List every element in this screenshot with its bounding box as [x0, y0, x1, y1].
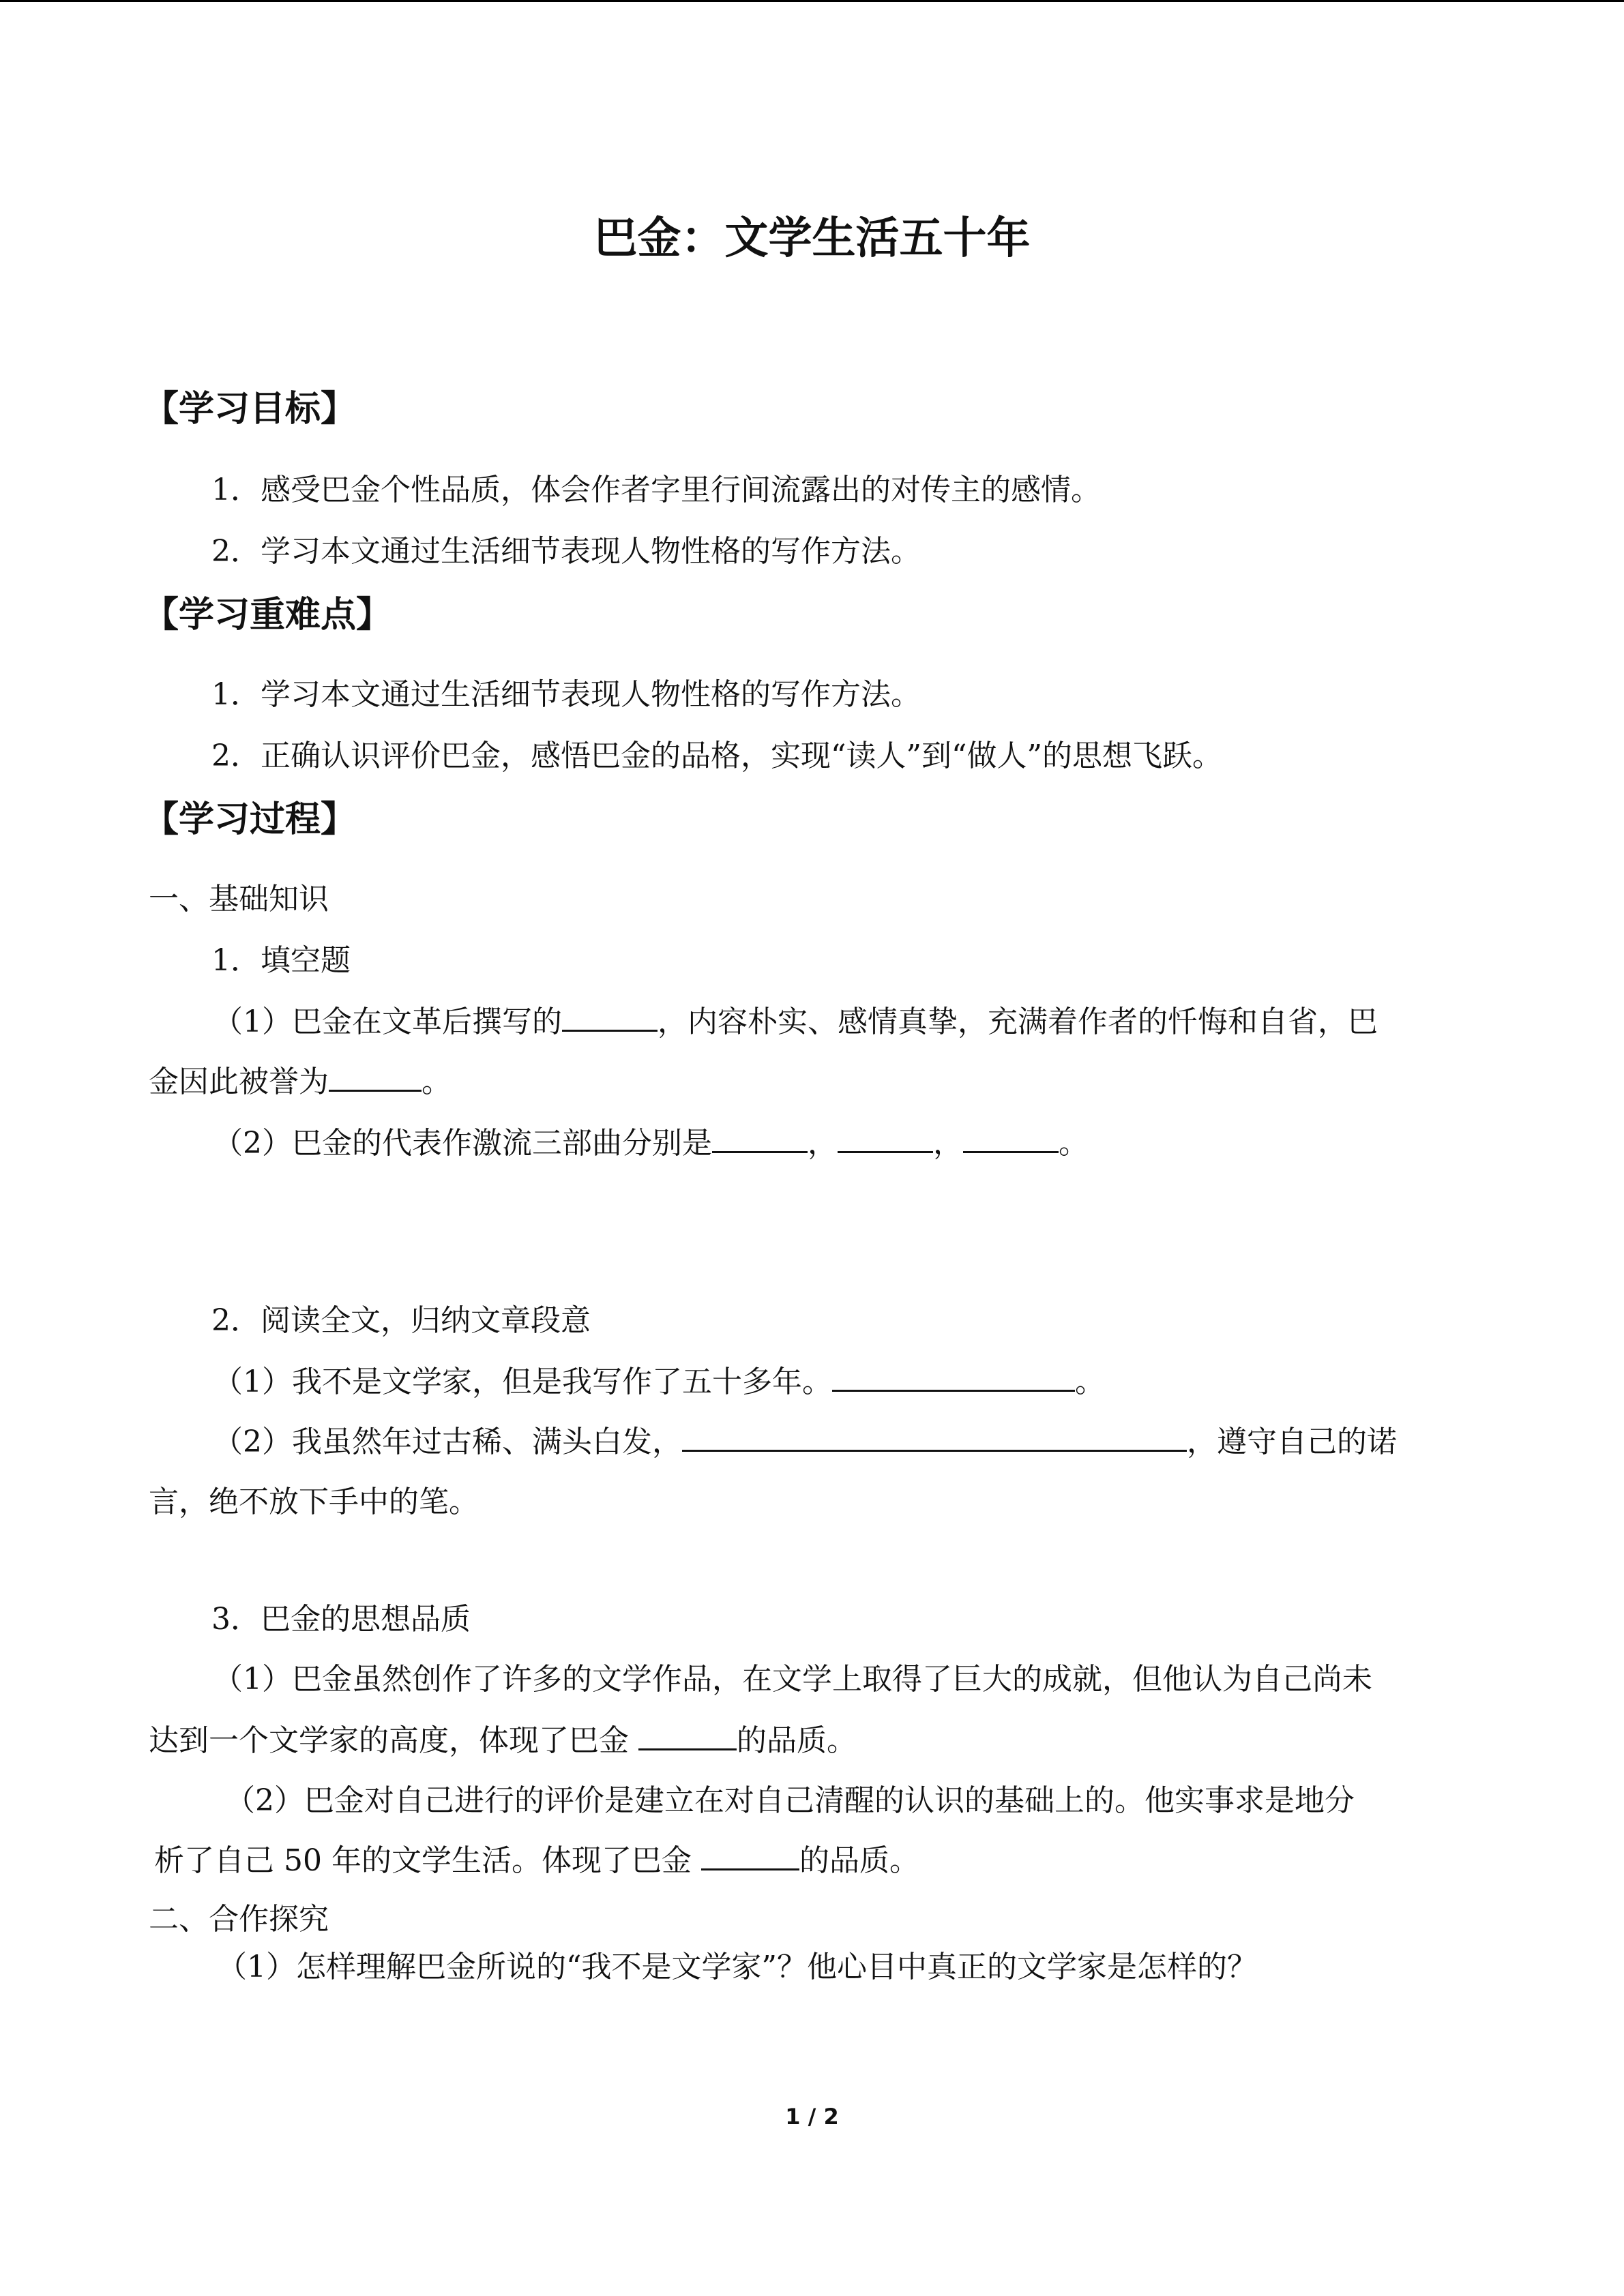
q2-sub1-line [213, 1358, 1105, 1406]
process-heading: 【学习过程】 [143, 799, 357, 840]
part1-title: 一、基础知识 [149, 882, 329, 916]
answer-blank[interactable] [682, 1420, 1187, 1452]
part2-title: 二、合作探究 [149, 1902, 329, 1937]
answer-blank[interactable] [712, 1121, 808, 1153]
q2-sub1-end: 。 [1075, 1365, 1105, 1399]
objective-item-2: 2．学习本文通过生活细节表现人物性格的写作方法。 [211, 534, 921, 569]
q2-sub2-text-a: （2）我虽然年过古稀、满头白发， [213, 1425, 682, 1459]
page-title: 巴金：文学生活五十年 [593, 213, 1031, 264]
q1-sub1-line2 [149, 1058, 452, 1106]
answer-blank[interactable] [701, 1838, 799, 1870]
q3-sub1-text-b: 达到一个文学家的高度，体现了巴金 [149, 1723, 638, 1758]
key-point-item-2: 2．正确认识评价巴金，感悟巴金的品格，实现“读人”到“做人”的思想飞跃。 [211, 739, 1222, 773]
q2-title: 2．阅读全文，归纳文章段意 [211, 1303, 591, 1338]
q1-sub2-sep1: ， [808, 1126, 838, 1161]
key-points-heading: 【学习重难点】 [143, 595, 392, 636]
q3-sub2-text-b: 析了自己 50 年的文学生活。体现了巴金 [154, 1843, 701, 1878]
q1-sub1-line1 [213, 998, 1378, 1046]
q3-sub2-line1: （2）巴金对自己进行的评价是建立在对自己清醒的认识的基础上的。他实事求是地分 [225, 1783, 1355, 1818]
q3-sub1-line2 [149, 1717, 857, 1765]
objectives-heading: 【学习目标】 [143, 389, 357, 430]
answer-blank[interactable] [963, 1121, 1059, 1153]
q1-sub2-sep2: ， [933, 1126, 963, 1161]
q2-sub2-line2: 言，绝不放下手中的笔。 [149, 1485, 479, 1519]
objective-item-1: 1．感受巴金个性品质，体会作者字里行间流露出的对传主的感情。 [211, 473, 1101, 507]
answer-blank[interactable] [638, 1718, 737, 1750]
q1-sub2-line [213, 1120, 1089, 1167]
q1-sub2-text-a: （2）巴金的代表作激流三部曲分别是 [213, 1126, 712, 1161]
q3-sub1-text-c: 的品质。 [737, 1723, 857, 1758]
answer-blank[interactable] [832, 1360, 1075, 1392]
q3-sub2-line2 [154, 1837, 919, 1885]
answer-blank[interactable] [838, 1121, 933, 1153]
q2-sub2-text-b: ，遵守自己的诺 [1187, 1425, 1397, 1459]
answer-blank[interactable] [562, 1000, 658, 1032]
q3-title: 3．巴金的思想品质 [211, 1602, 471, 1637]
q3-sub1-line1: （1）巴金虽然创作了许多的文学作品，在文学上取得了巨大的成就，但他认为自己尚未 [213, 1662, 1372, 1697]
top-border-line [0, 0, 1624, 2]
q1-sub2-end: 。 [1059, 1126, 1089, 1161]
q1-sub1-text-b: ，内容朴实、感情真挚，充满着作者的忏悔和自省，巴 [658, 1004, 1378, 1039]
q1-sub1-text-c: 金因此被誉为 [149, 1064, 329, 1099]
q2-sub2-line1 [213, 1418, 1397, 1466]
q3-sub2-text-c: 的品质。 [799, 1843, 919, 1878]
q2-sub1-text-a: （1）我不是文学家，但是我写作了五十多年。 [213, 1365, 832, 1399]
key-point-item-1: 1．学习本文通过生活细节表现人物性格的写作方法。 [211, 677, 921, 712]
q1-sub1-text-a: （1）巴金在文革后撰写的 [213, 1004, 562, 1039]
answer-blank[interactable] [329, 1060, 422, 1092]
q1-sub1-text-d: 。 [422, 1064, 452, 1099]
page-number: 1 / 2 [785, 2104, 839, 2130]
part2-question-1: （1）怎样理解巴金所说的“我不是文学家”？他心目中真正的文学家是怎样的？ [217, 1950, 1257, 1984]
q1-title: 1．填空题 [211, 943, 351, 978]
